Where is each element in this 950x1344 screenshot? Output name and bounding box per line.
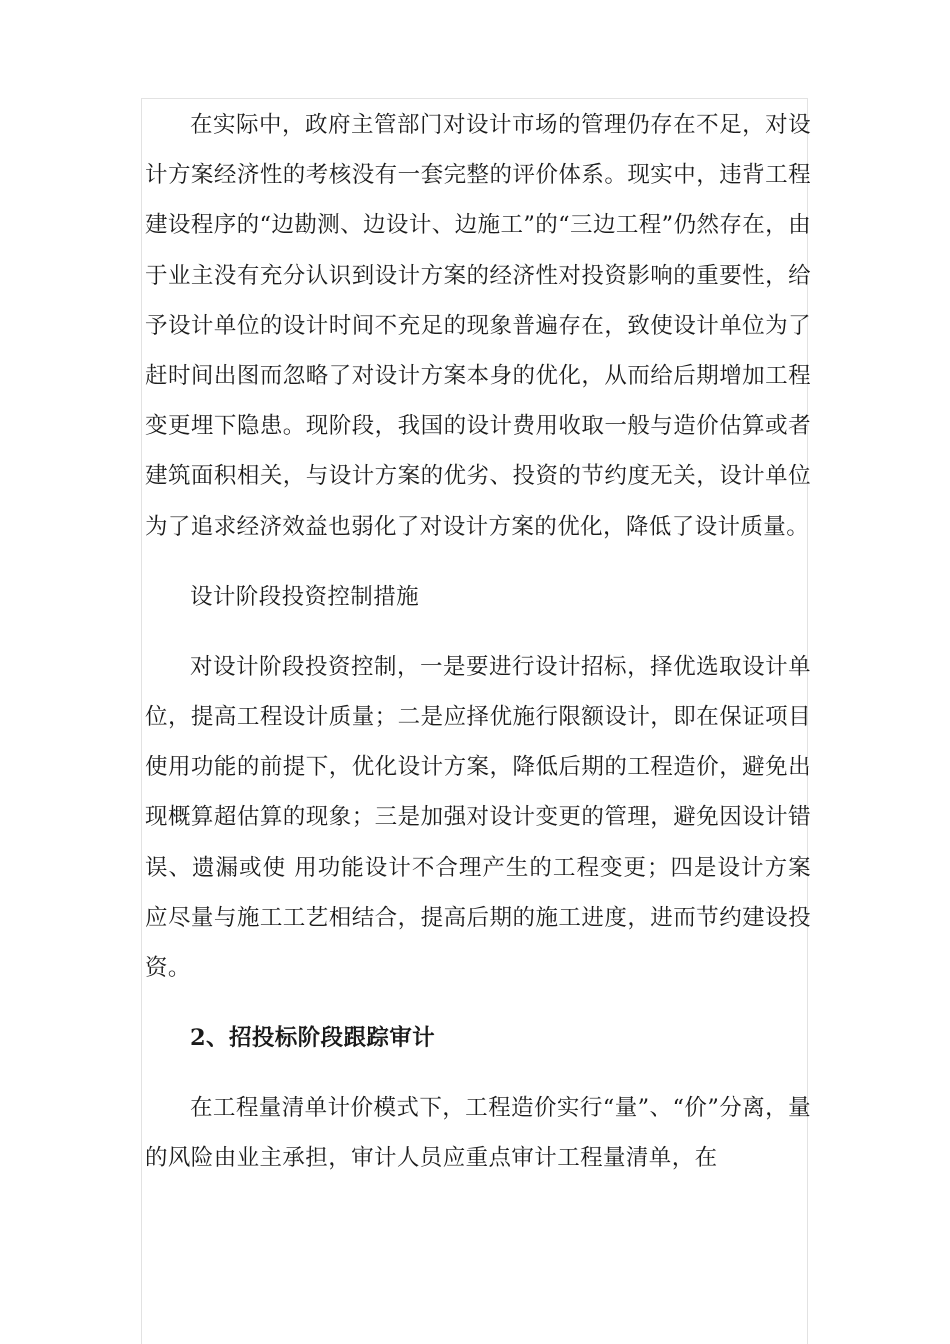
section-heading-bidding-audit: 2、招投标阶段跟踪审计 [190,1025,436,1052]
subheading-design-investment-control: 设计阶段投资控制措施 [190,583,420,610]
paragraph-gap [145,993,811,1013]
paragraph-gap [145,552,811,572]
paragraph-design-market-issues: 在实际中，政府主管部门对设计市场的管理仍存在不足，对设计方案经济性的考核没有一套完整的评价体系。现实中，违背工程建设程序的“边勘测、边设计、边施工”的“三边工程”仍然存在，由于业主没有充分认识到设计方案的经济性对投资影响的重要性，给予设计单位的设计时间不充足的现象普遍存在，致使设计单位为了赶时间出图而忽略了对设计方案本身的优化，从而给后期增加工程变更埋下隐患。现阶段，我国的设计费用收取一般与造价估算或者建筑面积相关，与设计方案的优劣、投资的节约度无关，设计单位为了追求经济效益也弱化了对设计方案的优化，降低了设计质量。 [145,112,811,540]
paragraph-gap [145,622,811,642]
paragraph-control-measures: 对设计阶段投资控制，一是要进行设计招标，择优选取设计单位，提高工程设计质量；二是应择优施行限额设计，即在保证项目使用功能的前提下，优化设计方案，降低后期的工程造价，避免出现概算超估算的现象；三是加强对设计变更的管理，避免因设计错误、遗漏或使 用功能设计不合理产生的工程变更；四是设计方案应尽量与施工工艺相结合，提高后期的施工进度，进而节约建设投资。 [145,653,811,982]
paragraph-bill-of-quantities: 在工程量清单计价模式下，工程造价实行“量”、“价”分离，量的风险由业主承担，审计人员应重点审计工程量清单，在 [145,1095,811,1172]
paragraph-gap [145,1063,811,1083]
document-body [145,100,811,1184]
